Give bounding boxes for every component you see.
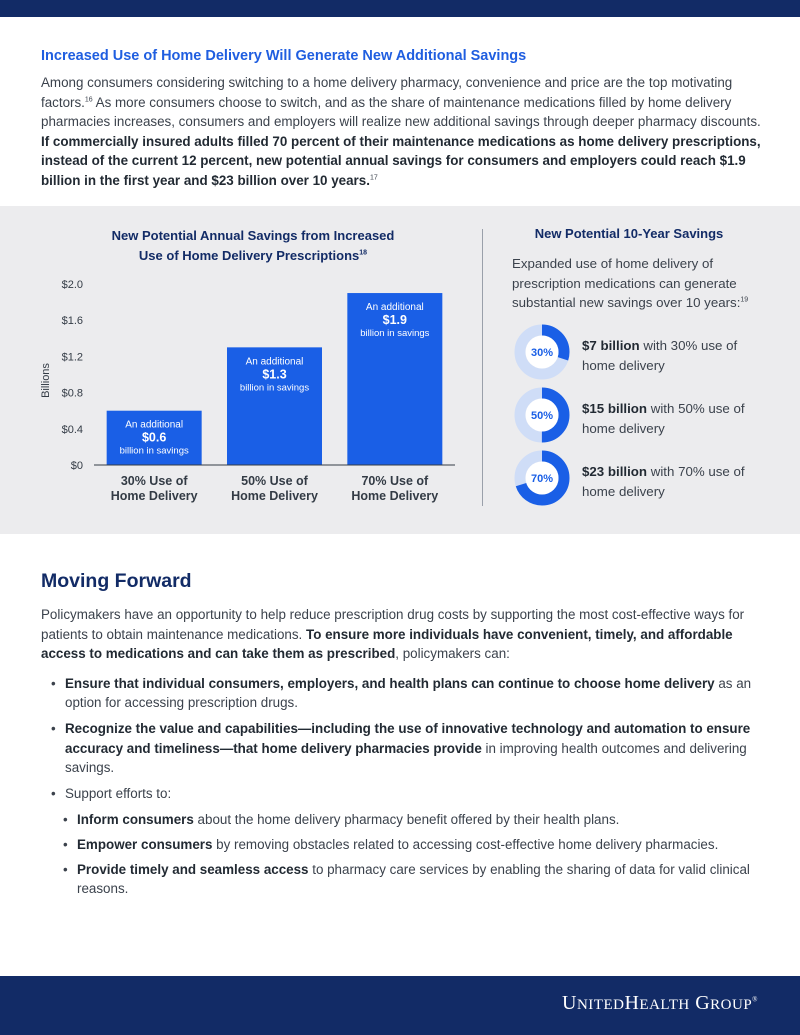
logo-letters: EALTH — [639, 997, 690, 1013]
ring-text: with 70% use of home delivery — [582, 464, 745, 499]
y-tick-label: $0 — [70, 460, 83, 472]
ring-amount: $7 billion — [582, 338, 640, 353]
moving-forward-heading: Moving Forward — [41, 570, 192, 592]
footnote-ref: 19 — [740, 296, 749, 304]
ring-text: with 50% use of home delivery — [582, 401, 745, 436]
forward-text-end: , policymakers can: — [395, 646, 510, 662]
logo-letter: U — [562, 992, 577, 1014]
bar-label-bottom: billion in savings — [360, 328, 430, 340]
list-item-text: Support efforts to: — [65, 785, 172, 801]
savings-panel — [0, 206, 800, 534]
ring-chart-30 — [514, 324, 570, 380]
registered-mark: ® — [752, 995, 758, 1004]
list-item — [41, 784, 761, 899]
x-tick-label: 50% Use of — [241, 474, 308, 488]
logo-letter: G — [695, 992, 711, 1014]
sub-item-bold: Empower consumers — [77, 836, 213, 852]
sub-list — [65, 810, 761, 898]
logo-letter: H — [624, 992, 640, 1014]
bar-label-top: An additional — [245, 356, 304, 368]
list-item-bold: Recognize the value and capabilities—including the use of innovative technology and automation to ensure accuracy and timeliness—that home delivery pharmacies provide — [65, 720, 751, 756]
sub-item-text: to pharmacy care services by enabling the sharing of data for valid clinical reasons. — [77, 861, 750, 897]
x-tick-label: 70% Use of — [361, 474, 429, 488]
y-tick-label: $1.2 — [61, 351, 83, 364]
bar-label-top: An additional — [125, 419, 184, 431]
chart-title-line-2: Use of Home Delivery Prescriptions — [138, 248, 360, 263]
footnote-ref: 16 — [84, 96, 93, 104]
ring-percent-label: 70% — [530, 473, 554, 485]
logo-letters: ROUP — [710, 997, 753, 1013]
intro-heading: Increased Use of Home Delivery Will Generate New Additional Savings — [41, 48, 527, 64]
logo-letters: NITED — [576, 997, 625, 1013]
ring-caption-30 — [582, 336, 772, 375]
footnote-ref: 17 — [369, 174, 378, 182]
bar-label-bottom: billion in savings — [239, 382, 310, 394]
sub-item-bold: Provide timely and seamless access — [77, 861, 309, 877]
bar-label-top: An additional — [365, 302, 424, 314]
x-tick-label: Home Delivery — [231, 489, 318, 503]
list-item-bold: Ensure that individual consumers, employers, and health plans can continue to choose home delivery — [65, 675, 715, 691]
bar-value-label: $1.9 — [382, 313, 408, 328]
y-axis-label: Billions — [40, 363, 52, 398]
panel-divider — [482, 229, 483, 506]
top-band — [0, 0, 800, 17]
list-item-text: in improving health outcomes and delivering savings. — [65, 740, 747, 776]
list-item — [41, 674, 761, 713]
bar-value-label: $1.3 — [262, 367, 287, 382]
y-tick-label: $1.6 — [61, 315, 83, 328]
bar-value-label: $0.6 — [141, 430, 167, 445]
sub-item-text: about the home delivery pharmacy benefit offered by their health plans. — [193, 812, 620, 828]
ring-chart-50 — [514, 387, 570, 443]
ring-percent-label: 30% — [530, 347, 554, 359]
ring-caption-70 — [582, 462, 772, 501]
x-tick-label: 30% Use of — [120, 474, 188, 488]
list-item-text: as an option for accessing prescription drugs. — [65, 675, 752, 711]
moving-forward-section — [41, 570, 761, 905]
unitedhealth-group-logo — [562, 992, 758, 1015]
ten-year-description — [512, 254, 762, 313]
policy-list — [41, 674, 761, 899]
sub-list-item — [41, 860, 761, 899]
footer-band — [0, 976, 800, 1035]
footnote-ref: 18 — [359, 249, 368, 257]
ring-text: with 30% use of home delivery — [582, 338, 738, 373]
chart-title-line-1: New Potential Annual Savings from Increased — [111, 228, 395, 243]
y-tick-label: $0.4 — [61, 423, 83, 436]
ten-year-title: New Potential 10-Year Savings — [534, 226, 724, 241]
y-tick-label: $2.0 — [61, 279, 83, 291]
x-tick-label: Home Delivery — [351, 489, 439, 503]
ring-amount: $23 billion — [582, 464, 648, 479]
intro-text-2: As more consumers choose to switch, and as the share of maintenance medications filled by home delivery pharmacies increases, consumers and employers will realize new additional savings through deeper pharmacy discounts. — [41, 94, 761, 130]
ring-caption-50 — [582, 399, 772, 438]
y-tick-label: $0.8 — [61, 387, 83, 400]
ring-amount: $15 billion — [582, 401, 648, 416]
ten-year-desc-text: Expanded use of home delivery of prescription medications can generate substantial new savings over 10 years: — [512, 256, 741, 310]
ring-chart-70 — [514, 450, 570, 506]
x-tick-label: Home Delivery — [110, 489, 198, 503]
forward-paragraph — [41, 605, 761, 664]
intro-text-1: Among consumers considering switching to a home delivery pharmacy, convenience and price are the top motivating factors. — [41, 75, 733, 110]
chart-title — [88, 226, 418, 266]
list-item — [41, 719, 761, 778]
annual-savings-bar-chart — [30, 272, 470, 522]
bar-label-bottom: billion in savings — [119, 445, 189, 457]
sub-list-item — [41, 835, 761, 855]
sub-list-item — [41, 810, 761, 830]
intro-section — [41, 48, 761, 191]
sub-item-text: by removing obstacles related to accessing cost-effective home delivery pharmacies. — [212, 836, 719, 852]
intro-text-bold: If commercially insured adults filled 70 percent of their maintenance medications as home delivery prescriptions, instead of the current 12 percent, new potential annual savings for consumers and employers could reach $1.9 billion in the first year and $23 billion over 10 years. — [41, 133, 761, 188]
ring-percent-label: 50% — [530, 410, 554, 422]
forward-text-bold: To ensure more individuals have convenient, timely, and affordable access to medications and can take them as prescribed — [41, 626, 733, 662]
sub-item-bold: Inform consumers — [77, 812, 194, 828]
intro-paragraph — [41, 73, 761, 191]
forward-text: Policymakers have an opportunity to help reduce prescription drug costs by supporting the most cost-effective ways for patients to obtain maintenance medications. — [41, 607, 745, 642]
